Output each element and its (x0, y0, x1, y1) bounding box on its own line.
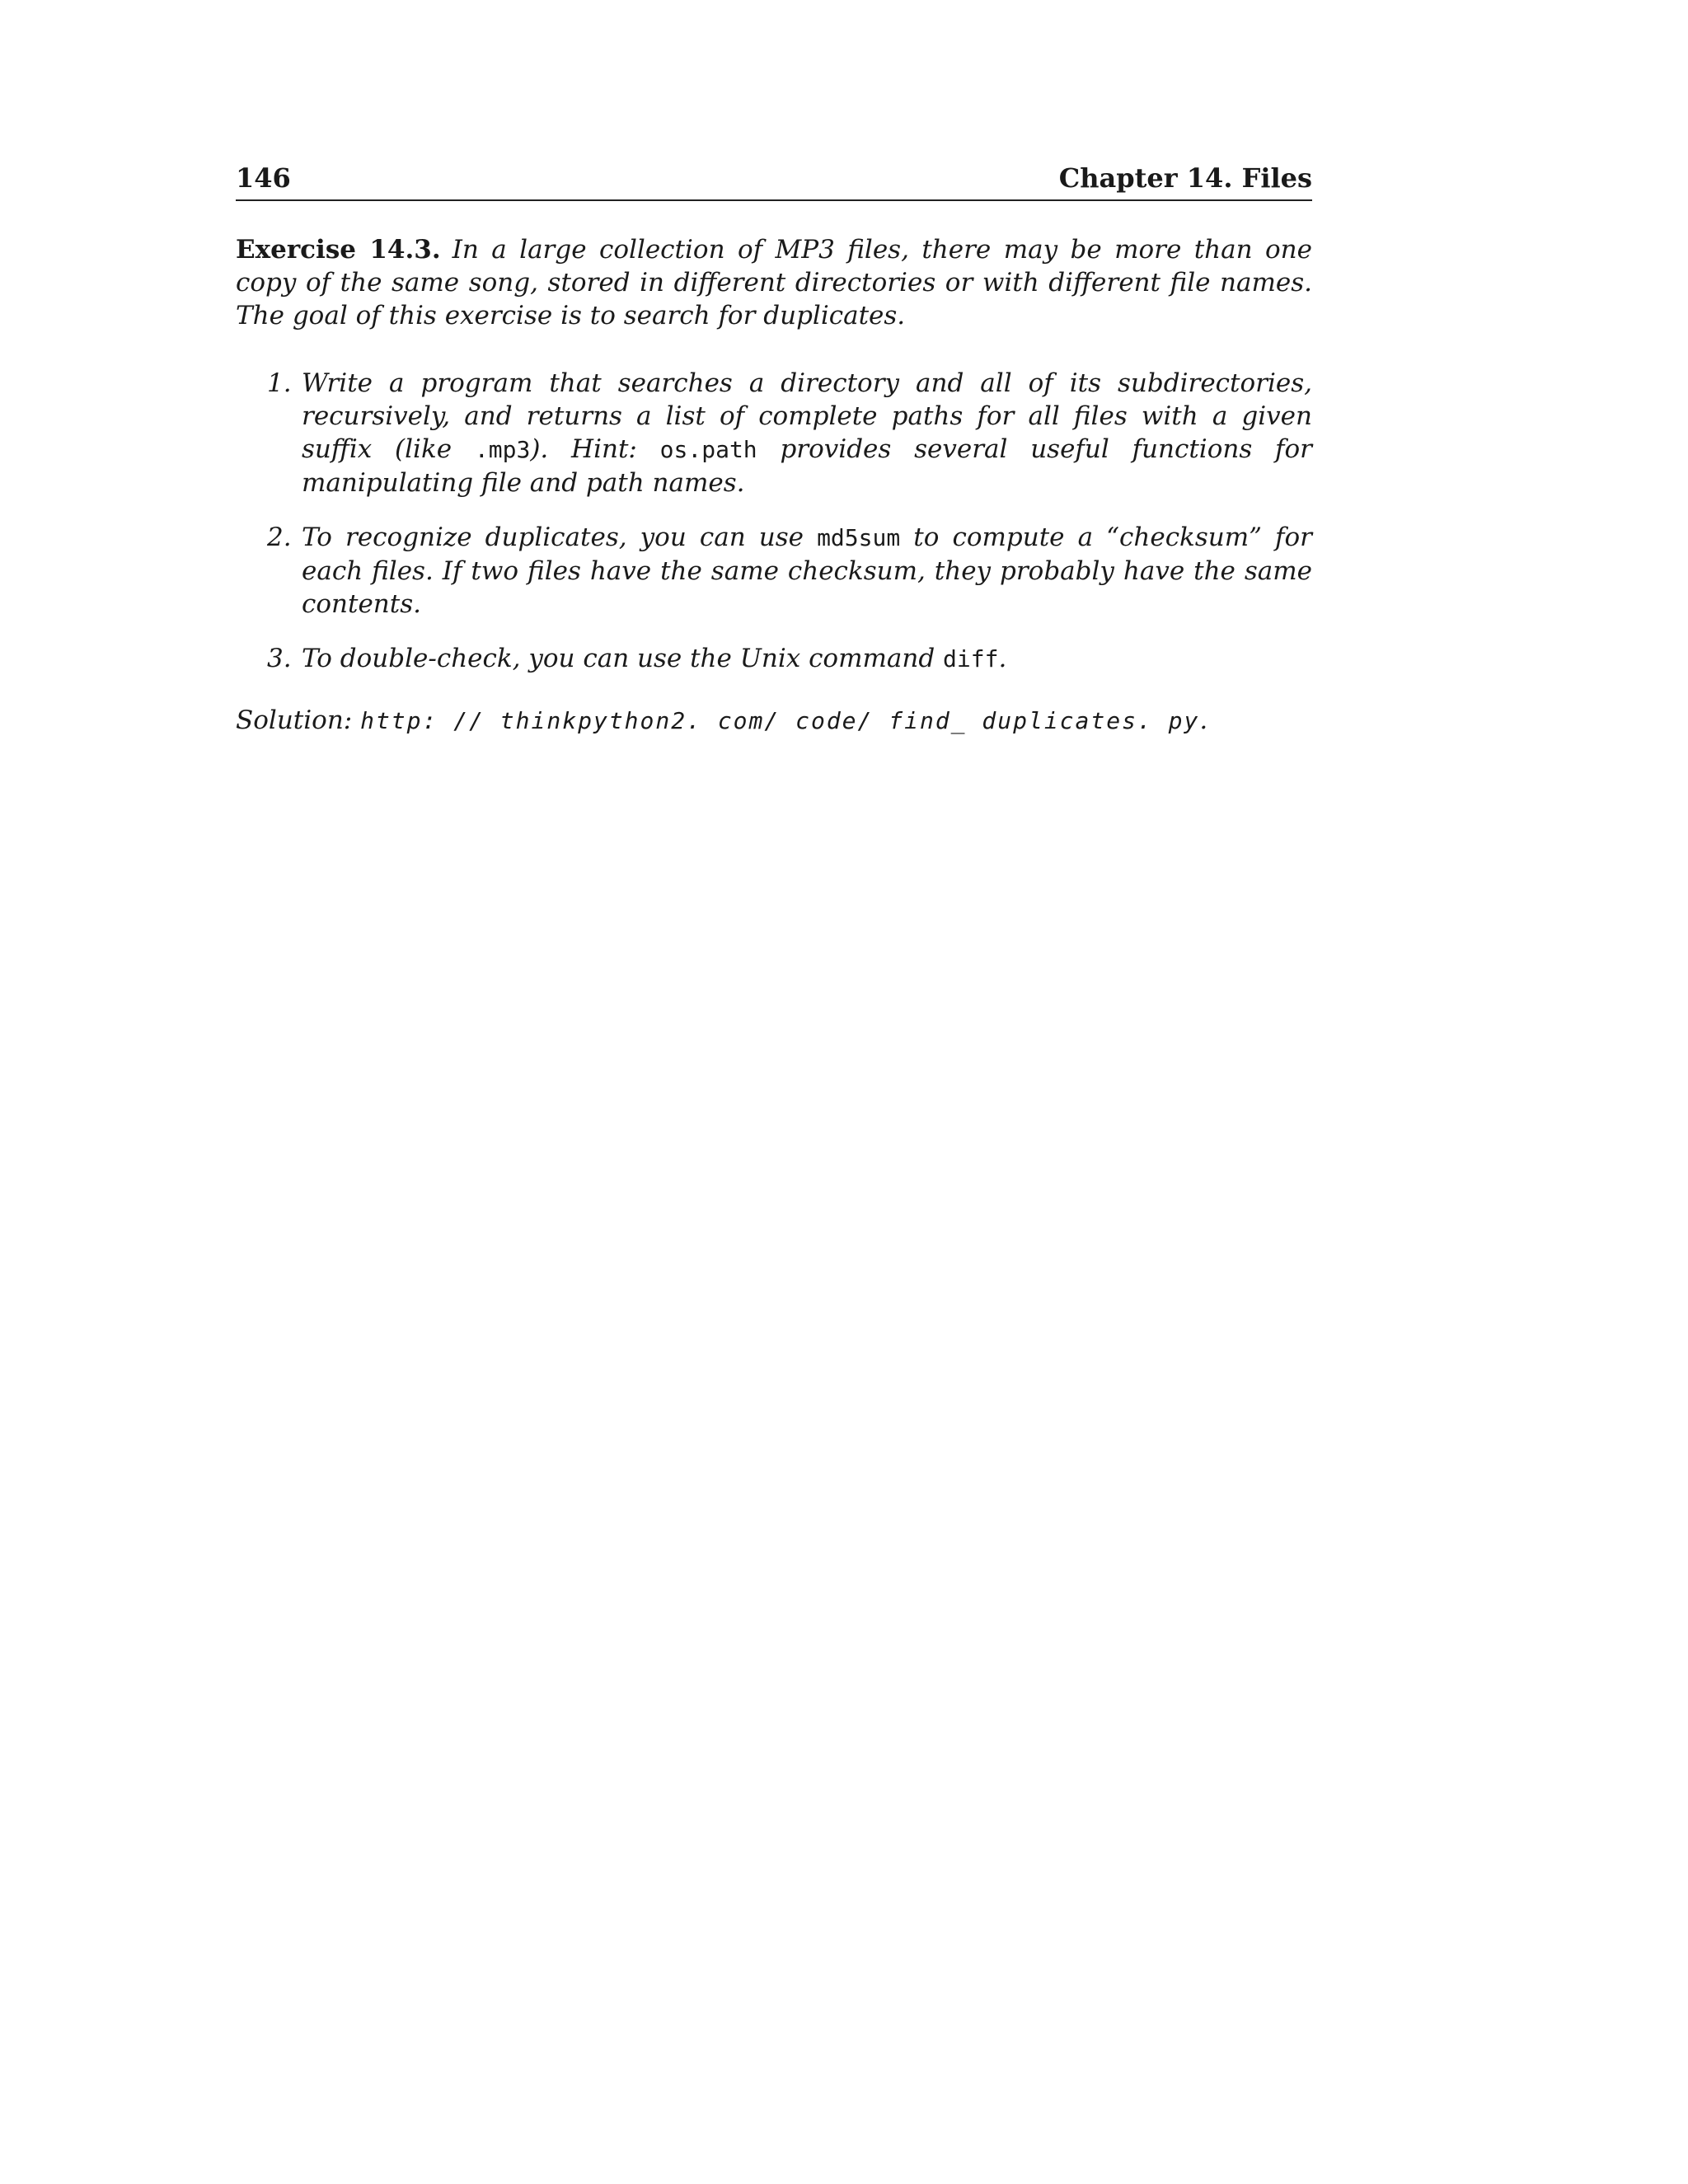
list-item-text: . (998, 644, 1007, 673)
running-head: Chapter 14. Files (1058, 162, 1312, 194)
exercise-list (236, 367, 1312, 676)
solution-label: Solution: (236, 705, 361, 735)
list-item (236, 521, 1312, 621)
list-item-number: 1. (267, 368, 292, 398)
solution-line (236, 704, 1312, 738)
solution-end: . (1199, 705, 1208, 735)
page-content (236, 233, 1312, 738)
page-header (236, 162, 1312, 201)
list-item-text: Write a program that searches a directory and all of its subdirectories, recursively, and returns a list of complete paths for all files with a given suffix (like (302, 368, 1312, 464)
list-item-text: ). Hint: (530, 434, 660, 464)
list-item (236, 367, 1312, 499)
inline-code: md5sum (817, 524, 901, 551)
page-number: 146 (236, 162, 291, 194)
exercise-intro (236, 233, 1312, 332)
list-item-number: 2. (267, 523, 292, 552)
list-item-text: provides several useful functions for manipulating file and path names. (302, 434, 1312, 498)
exercise-label: Exercise 14.3. (236, 235, 441, 265)
list-item-number: 3. (267, 644, 292, 673)
solution-link[interactable]: http: // thinkpython2. com/ code/ find_ duplicates. py (360, 707, 1200, 734)
list-item-text: to compute a “checksum” for each files. If two files have the same checksum, they probably have the same contents. (302, 523, 1312, 619)
list-item-text: To double-check, you can use the Unix command (302, 644, 944, 673)
inline-code: os.path (659, 436, 757, 463)
list-item (236, 642, 1312, 676)
inline-code: diff (943, 645, 999, 673)
inline-code: .mp3 (474, 436, 531, 463)
exercise-intro-text: In a large collection of MP3 files, there may be more than one copy of the same song, stored in different directories or with different file names. The goal of this exercise is to search for duplicates. (236, 235, 1312, 330)
list-item-text: To recognize duplicates, you can use (302, 523, 818, 552)
